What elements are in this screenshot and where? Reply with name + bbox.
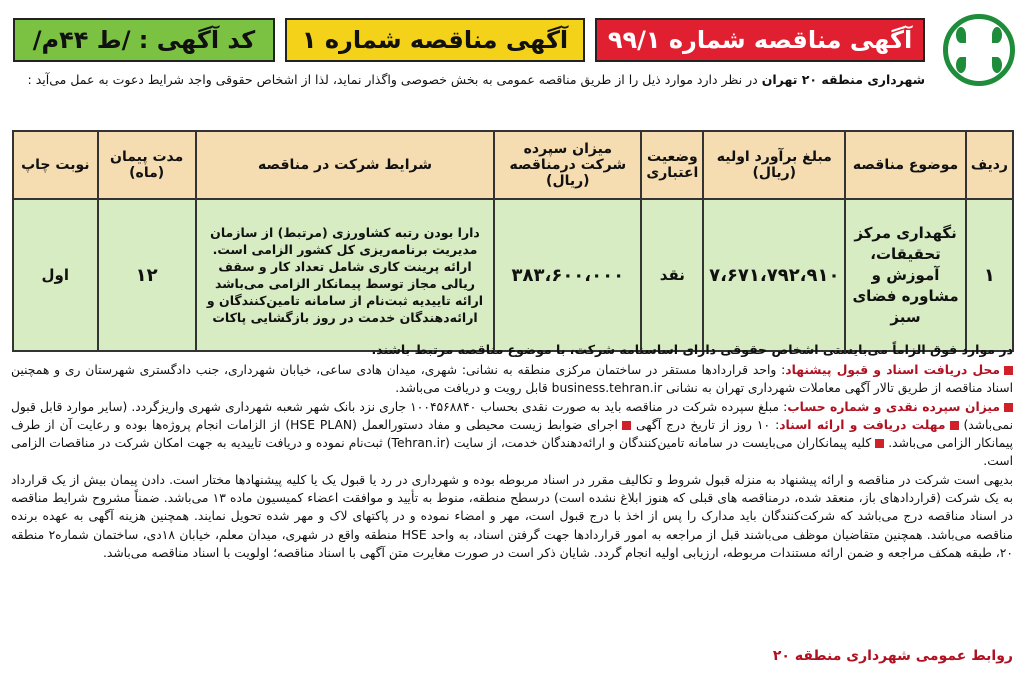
cell-subject: نگهداری مرکز تحقیقات، آموزش و مشاوره فضای سبز xyxy=(845,199,966,351)
table-header-row xyxy=(13,131,1013,199)
deposit-title: میزان سپرده نقدی و شماره حساب xyxy=(787,399,1000,414)
tender-second-banner: آگهی مناقصه شماره ۱ xyxy=(285,18,585,62)
cell-row-number: ۱ xyxy=(966,199,1013,351)
deadline-title: مهلت دریافت و ارائه اسناد xyxy=(779,417,946,432)
bullet-square-icon xyxy=(1004,403,1013,412)
header-conditions: شرایط شرکت در مناقصه xyxy=(196,131,495,199)
legal-entity-note: در موارد فوق الزاماً می‌بایستی اشخاص حقوقی دارای اساسنامه شرکت، با موضوع مناقصه مرتبط باشند. xyxy=(371,342,1013,357)
tender-number-banner: آگهی مناقصه شماره ۹۹/۱ xyxy=(595,18,925,62)
header-print: نوبت چاپ xyxy=(13,131,98,199)
cell-print: اول xyxy=(13,199,98,351)
docs-paragraph xyxy=(11,361,1013,398)
intro-lead: شهرداری منطقه ۲۰ تهران xyxy=(761,72,925,87)
header-deposit: میزان سپرده شرکت درمناقصه (ریال) xyxy=(494,131,641,199)
table-row xyxy=(13,199,1013,351)
deposit-text: : مبلغ سپرده شرکت در مناقصه باید به صورت نقدی بحساب ۱۰۰۴۵۶۸۸۴۰ جاری نزد بانک شهر شعبه شهرداری شهری واریزگردد. (سایر موارد قابل قبول نمی‌باشد) xyxy=(11,399,1013,432)
leaf-icon xyxy=(956,57,966,73)
leaf-icon xyxy=(992,57,1002,73)
bullet-square-icon xyxy=(875,439,884,448)
header-credit: وضعیت اعتباری xyxy=(641,131,703,199)
intro-body: در نظر دارد موارد ذیل را از طریق مناقصه عمومی به بخش خصوصی واگذار نماید، لذا از اشخاص حقوقی واجد شرایط دعوت به عمل می‌آید : xyxy=(27,72,762,87)
header-subject: موضوع مناقصه xyxy=(845,131,966,199)
intro-text xyxy=(20,70,925,89)
bullet-square-icon xyxy=(1004,366,1013,375)
header-estimate: مبلغ برآورد اولیه (ریال) xyxy=(703,131,845,199)
header-row-number: ردیف xyxy=(966,131,1013,199)
cell-credit: نقد xyxy=(641,199,703,351)
ad-body xyxy=(11,361,1013,562)
leaf-icon xyxy=(992,27,1002,43)
municipality-logo xyxy=(943,14,1015,86)
hse-text: اجرای ضوابط زیست محیطی و مفاد دستورالعمل (HSE PLAN) از الزامات انجام پروژه‌ها بوده و رعایت آن از طرف پیمانکار الزامی می‌باشد. xyxy=(11,417,1014,451)
docs-title: محل دریافت اسناد و قبول پیشنهاد xyxy=(785,363,1000,377)
cell-estimate: ۷،۶۷۱،۷۹۲،۹۱۰ xyxy=(703,199,845,351)
header-duration: مدت پیمان (ماه) xyxy=(98,131,196,199)
public-relations-signature: روابط عمومی شهرداری منطقه ۲۰ xyxy=(772,648,1013,664)
bullet-square-icon xyxy=(950,421,959,430)
cell-duration: ۱۲ xyxy=(98,199,196,351)
deadline-text: : ۱۰ روز از تاریخ درج آگهی xyxy=(635,417,780,432)
leaf-icon xyxy=(956,27,966,43)
ad-code-banner: کد آگهی : /ط ۴۴م/ xyxy=(13,18,275,62)
tender-table xyxy=(12,130,1014,352)
docs-text: : واحد قراردادها مستقر در ساختمان مرکزی منطقه به نشانی: شهری، میدان هادی ساعی، خیابان شهرداری، جنب دادگستری شهرستان ری و همچنین اسناد مناقصه از طریق تالار آگهی معاملات شهرداری تهران به نشانی business.tehran.ir قابل رویت و دریافت می‌باشد. xyxy=(11,363,1013,396)
closing-paragraph: بدیهی است شرکت در مناقصه و ارائه پیشنهاد به منزله قبول شروط و تکالیف مقرر در اسناد مربوطه بوده و شهرداری در رد یا قبول یک یا کلیه پیشنهادها مختار است. دادن پیمان بیش از یک قرارداد به یک شرکت (قراردادهای باز، منعقد شده، درمناقصه های قبلی که هنوز ابلاغ نشده است) درسطح منطقه، منوط به تأیید و موافقت اعضاء کمیسیون ماده ۱۳ می‌باشد. ضمناً مشروح شرایط مناقصه در اسناد مناقصه درج می‌باشد که شرکت‌کنندگان باید مدارک را پس از اخذ با درج قبول است، مهر و امضاء نموده و در پاکتهای لاک و مهر شده تحویل نمایند. همچنین هزینه آگهی به عهده برنده مناقصه می‌باشد. همچنین متقاضیان موظف می‌باشند قبل از مراجعه به امور قراردادها جهت گرفتن اسناد، به واحد HSE منطقه واقع در شهری، میدان معلم، خیابان ۱۸دی، ساختمان شماره۲ منطقه ۲۰، طبقه همکف مراجعه و ضمن ارائه مستندات مربوطه، ارزیابی اولیه انجام گردد. شایان ذکر است در صورت مغایرت متن آگهی با اسناد مناقصه؛ اولویت با اسناد مناقصه می‌باشد. xyxy=(11,472,1014,560)
cell-deposit: ۳۸۳،۶۰۰،۰۰۰ xyxy=(494,199,641,351)
register-text: کلیه پیمانکاران می‌بایست در سامانه تامین‌کنندگان و ارائه‌دهندگان خدمت، از سایت (Tehran.ir) ثبت‌نام نموده و دریافت تاییدیه به جهت امکان شرکت در مناقصات الزامی است. xyxy=(11,436,1013,469)
bullet-square-icon xyxy=(622,421,631,430)
cell-conditions: دارا بودن رتبه کشاورزی (مرتبط) از سازمان مدیریت برنامه‌ریزی کل کشور الزامی است. ارائه پرینت کاری شامل تعداد کار و سقف ریالی مجاز توسط پیمانکار الزامی می‌باشد ارائه تاییدیه ثبت‌نام از سامانه تامین‌کنندگان و ارائه‌دهندگان خدمت در روز بازگشایی پاکات xyxy=(196,199,495,351)
deposit-paragraph xyxy=(11,398,1013,471)
